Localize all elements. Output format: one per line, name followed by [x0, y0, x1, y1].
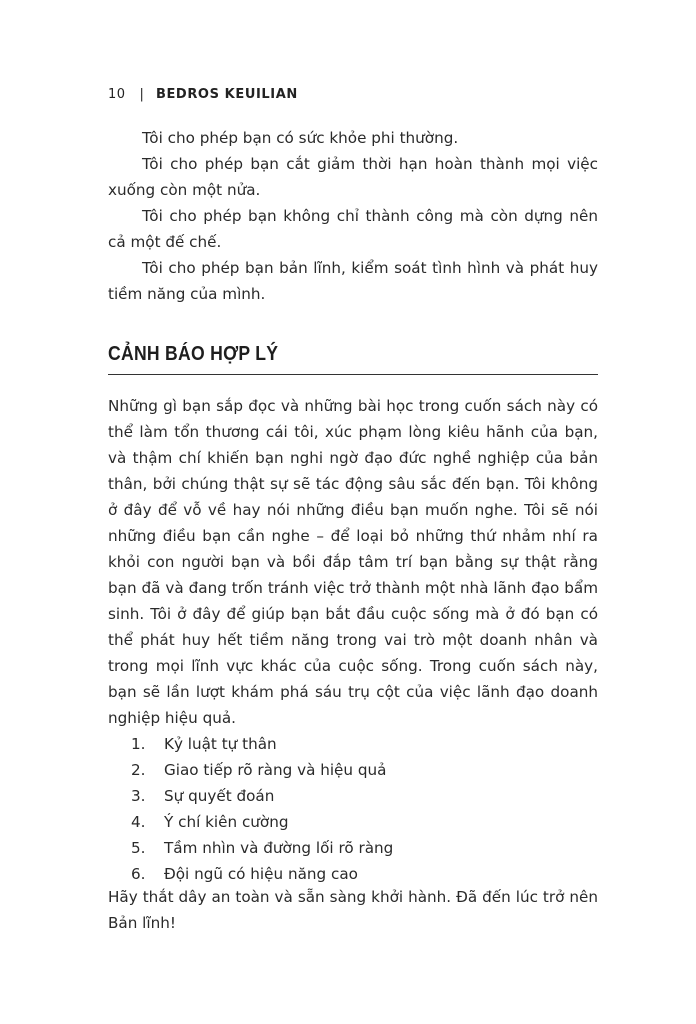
list-item-text: Ý chí kiên cường	[164, 813, 289, 831]
list-item-number: 3.	[131, 787, 146, 805]
intro-paragraph: Tôi cho phép bạn không chỉ thành công mà còn dựng nên cả một đế chế.	[108, 207, 598, 251]
list-item	[108, 783, 598, 809]
list-item	[108, 757, 598, 783]
list-item	[108, 731, 598, 757]
closing-paragraph: Hãy thắt dây an toàn và sẵn sàng khởi hành. Đã đến lúc trở nên Bản lĩnh!	[108, 888, 598, 932]
pillars-list	[108, 731, 598, 887]
intro-paragraph: Tôi cho phép bạn có sức khỏe phi thường.	[142, 129, 459, 147]
list-item-text: Tầm nhìn và đường lối rõ ràng	[164, 839, 394, 857]
list-item-number: 1.	[131, 735, 146, 753]
list-item-text: Giao tiếp rõ ràng và hiệu quả	[164, 761, 387, 779]
list-item-number: 5.	[131, 839, 146, 857]
list-item	[108, 809, 598, 835]
list-item-text: Đội ngũ có hiệu năng cao	[164, 865, 358, 883]
intro-paragraphs	[108, 125, 598, 307]
list-item	[108, 835, 598, 861]
list-item-text: Sự quyết đoán	[164, 787, 275, 805]
section-body	[108, 393, 598, 887]
section-title: CẢNH BÁO HỢP LÝ	[108, 343, 279, 365]
list-item-number: 2.	[131, 761, 146, 779]
intro-paragraph: Tôi cho phép bạn cắt giảm thời hạn hoàn thành mọi việc xuống còn một nửa.	[108, 155, 598, 199]
author-name: BEDROS KEUILIAN	[155, 87, 298, 102]
header-separator: |	[139, 87, 144, 102]
page-number: 10	[108, 87, 126, 102]
body-paragraph: Những gì bạn sắp đọc và những bài học trong cuốn sách này có thể làm tổn thương cái tôi, xúc phạm lòng kiêu hãnh của bạn, và thậm chí khiến bạn nghi ngờ đạo đức nghề nghiệp của bản thân, bởi chúng thật sự sẽ tác động sâu sắc đến bạn. Tôi không ở đây để vỗ về hay nói những điều bạn muốn nghe. Tôi sẽ nói những điều bạn cần nghe – để loại bỏ những thứ nhảm nhí ra khỏi con người bạn và bồi đắp tâm trí bạn bằng sự thật rằng bạn đã và đang trốn tránh việc trở thành một nhà lãnh đạo bẩm sinh. Tôi ở đây để giúp bạn bắt đầu cuộc sống mà ở đó bạn có thể phát huy hết tiềm năng trong vai trò một doanh nhân và trong mọi lĩnh vực khác của cuộc sống. Trong cuốn sách này, bạn sẽ lần lượt khám phá sáu trụ cột của việc lãnh đạo doanh nghiệp hiệu quả.	[108, 397, 598, 727]
list-item-number: 4.	[131, 813, 146, 831]
list-item-text: Kỷ luật tự thân	[164, 735, 277, 753]
list-item-number: 6.	[131, 865, 146, 883]
running-header	[108, 87, 298, 102]
section-divider	[108, 374, 598, 375]
intro-paragraph: Tôi cho phép bạn bản lĩnh, kiểm soát tình hình và phát huy tiềm năng của mình.	[108, 259, 598, 303]
